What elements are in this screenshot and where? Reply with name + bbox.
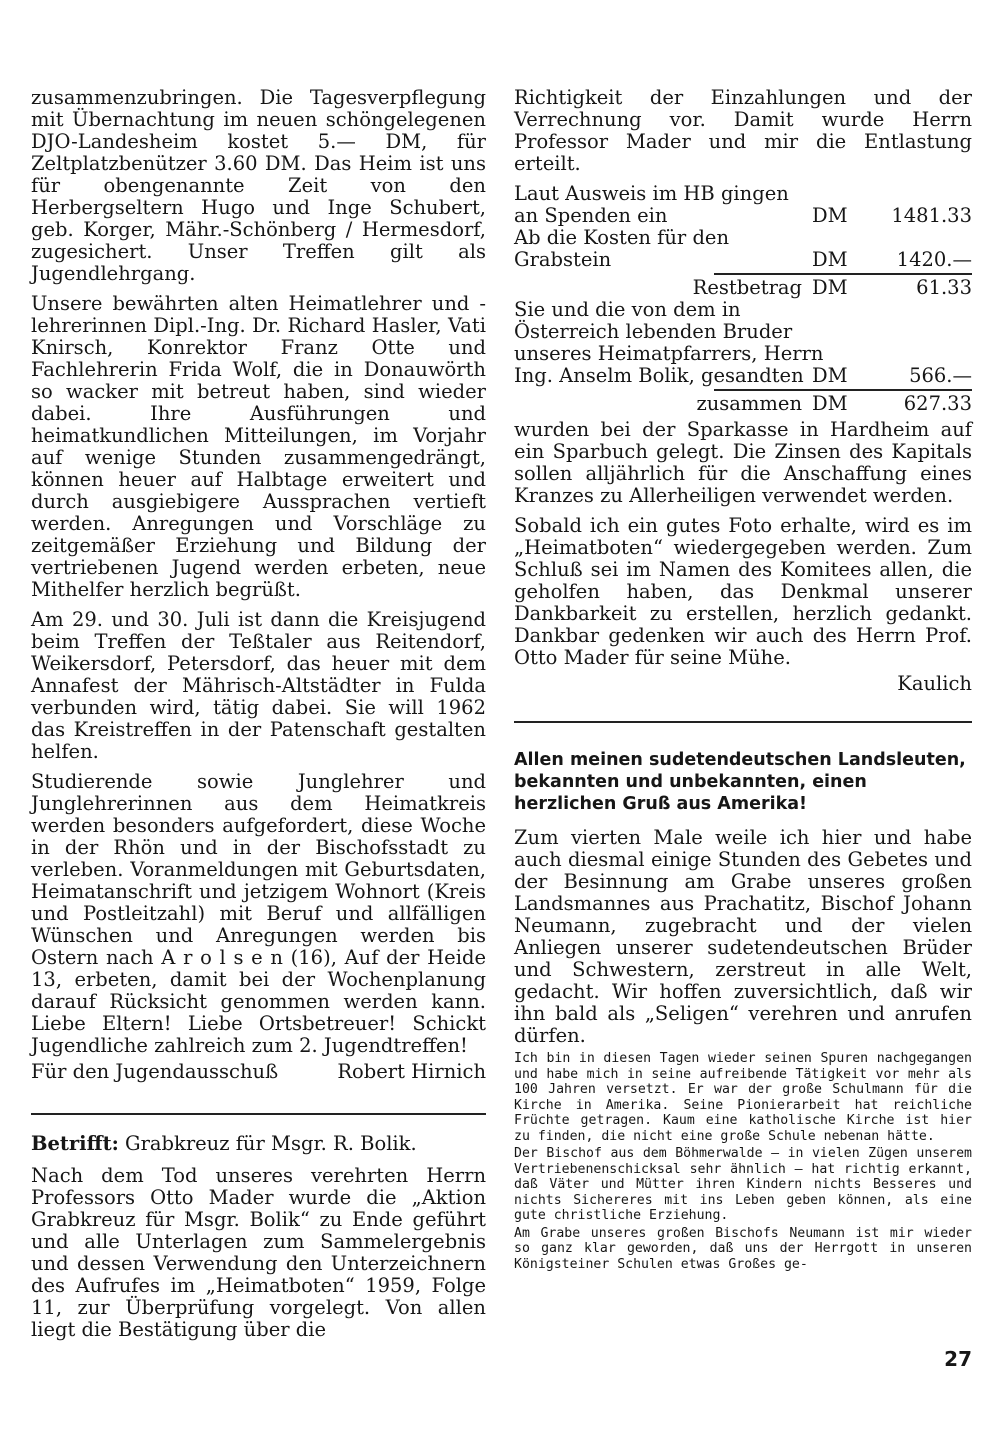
paragraph: Zum vierten Male weile ich hier und habe auch diesmal einige Stunden des Gebetes und der Besinnung am Grabe unseres großen Landsmannes aus Prachatitz, Bischof Johann Neumann, zugebracht und der vielen Anliegen unserer sudetendeutschen Brüder und Schwestern, zerstreut in alle Welt, gedacht. Wir hoffen zuversichtlich, daß wir ihn bald als „Seligen“ verehren und anrufen dürfen. [514,826,972,1047]
acc-amount: 566.— [909,364,972,387]
acc-amount: 61.33 [916,276,972,299]
acc-currency: DM [812,248,848,271]
paragraph: Studierende sowie Junglehrer und Junglehrerinnen aus dem Heimatkreis werden besonders aufgefordert, diese Woche in der Rhön und in der Bischofsstadt zu verleben. Voranmeldungen mit Geburtsdaten, Heimatanschrift und jetzigem Wohnort (Kreis und Postleitzahl) mit Beruf und allfälligen Wünschen und Anregungen werden bis Ostern nach A r o l s e n (16), Auf der Heide 13, erbeten, damit bei der Wochenplanung darauf Rücksicht genommen werden kann. Liebe Eltern! Liebe Ortsbetreuer! Schickt Jugendliche zahlreich zum 2. Jugendtreffen! [31,770,486,1057]
section-divider [31,1113,486,1115]
paragraph: Sobald ich ein gutes Foto erhalte, wird es im „Heimatboten“ wiedergegeben werden. Zum Schluß sei im Namen des Komitees allen, die geholfen haben, das Denkmal unserer Dankbarkeit zu erstellen, herzlich gedankt. Dankbar gedenken wir auch des Herrn Prof. Otto Mader für seine Mühe. [514,514,972,669]
paragraph: zusammenzubringen. Die Tagesverpflegung mit Übernachtung im neuen schöngelegenen DJO-Landesheim kostet 5.— DM, für Zeltplatzbenützer 3.60 DM. Das Heim ist uns für obengenannte Zeit von den Herbergseltern Hugo und Inge Schubert, geb. Korger, Mähr.-Schönberg / Hermesdorf, zugesichert. Unser Treffen gilt als Jugendlehrgang. [31,86,486,285]
subject-text: Grabkreuz für Msgr. R. Bolik. [125,1132,417,1155]
acc-text: an Spenden ein [514,204,668,227]
acc-amount: 1481.33 [891,204,972,227]
acc-amount: 1420.— [896,248,972,271]
acc-label: zusammen [696,392,802,415]
paragraph: Unsere bewährten alten Heimatlehrer und -lehrerinnen Dipl.-Ing. Dr. Richard Hasler, Vati Knirsch, Konrektor Franz Otte und Fachlehrerin Frida Wolf, die in Donauwörth so wacker mit betreut haben, sind wieder dabei. Ihre Ausführungen und heimatkundlichen Mitteilungen, im Vorjahr auf wenige Stunden zusammengedrängt, können heuer auf Halbtage erweitert und durch ausgiebigere Aussprachen vertieft werden. Anregungen und Vorschläge zu zeitgemäßer Erziehung und Bildung der vertriebenen Jugend werden erbeten, neue Mithelfer herzlich begrüßt. [31,292,486,601]
page-number: 27 [944,1347,972,1371]
sum-rule [714,389,972,391]
small-paragraph: Ich bin in diesen Tagen wieder seinen Spuren nachgegangen und habe mich in seine aufreibende Tätigkeit vor mehr als 100 Jahren versetzt. Er war der große Schulmann für die Kirche in Amerika. Seine Pionierarbeit hat reichliche Früchte getragen. Kaum eine katholische Kirche ist hier zu finden, die nicht eine große Schule nebenan hätte. [514,1051,972,1144]
acc-text: unseres Heimatpfarrers, Herrn [514,342,824,365]
small-paragraph: Der Bischof aus dem Böhmerwalde — in vielen Zügen unserem Vertriebenenschicksal sehr ähnlich — hat richtig erkannt, daß Väter und Mütter ihren Kindern nichts Besseres und nichts Sichereres mit ins Leben geben können, als eine gute christliche Erziehung. [514,1146,972,1223]
signature-name: Kaulich [897,672,972,695]
acc-text: Grabstein [514,248,612,271]
paragraph: Richtigkeit der Einzahlungen und der Verrechnung vor. Damit wurde Herrn Professor Mader und mir die Entlastung erteilt. [514,86,972,175]
paragraph: Am 29. und 30. Juli ist dann die Kreisjugend beim Treffen der Teßtaler aus Reitendorf, Weikersdorf, Petersdorf, das heuer mit dem Annafest der Mährisch-Altstädter in Fulda verbunden wird, tätig dabei. Sie will 1962 das Kreistreffen in der Patenschaft gestalten helfen. [31,608,486,763]
acc-currency: DM [812,392,848,415]
acc-currency: DM [812,364,848,387]
acc-text: Ing. Anselm Bolik, gesandten [514,364,804,387]
acc-text: Laut Ausweis im HB gingen [514,182,789,205]
paragraph: Nach dem Tod unseres verehrten Herrn Professors Otto Mader wurde die „Aktion Grabkreuz für Msgr. Bolik“ zu Ende geführt und alle Unterlagen zum Sammelergebnis und dessen Verwendung den Unterzeichnern des Aufrufes im „Heimatboten“ 1959, Folge 11, zur Überprüfung vorgelegt. Von allen liegt die Bestätigung über die [31,1164,486,1341]
acc-text: Sie und die von dem in [514,298,741,321]
right-column [514,87,972,1274]
signature-committee: Für den Jugendausschuß [31,1060,279,1083]
subject-line [31,1133,486,1155]
paragraph: wurden bei der Sparkasse in Hardheim auf ein Sparbuch gelegt. Die Zinsen des Kapitals sollen alljährlich für die Anschaffung eines Kranzes zu Allerheiligen verwendet werden. [514,418,972,507]
left-column [31,87,486,1349]
article-headline: Allen meinen sudetendeutschen Landsleuten, bekannten und unbekannten, einen herzlichen Gruß aus Amerika! [514,750,966,814]
acc-label: Restbetrag [692,276,802,299]
section-divider [514,721,972,723]
acc-currency: DM [812,276,848,299]
accounting-table [514,183,972,415]
sum-rule [714,273,972,275]
signature-name: Robert Hirnich [337,1060,486,1083]
acc-text: Ab die Kosten für den [514,226,730,249]
signature-line [31,1061,486,1083]
acc-amount: 627.33 [903,392,972,415]
acc-text: Österreich lebenden Bruder [514,320,793,343]
small-paragraph: Am Grabe unseres großen Bischofs Neumann ist mir wieder so ganz klar geworden, daß uns der Herrgott in unseren Königsteiner Schulen etwas Großes ge- [514,1225,972,1272]
acc-currency: DM [812,204,848,227]
subject-label: Betrifft: [31,1132,119,1155]
